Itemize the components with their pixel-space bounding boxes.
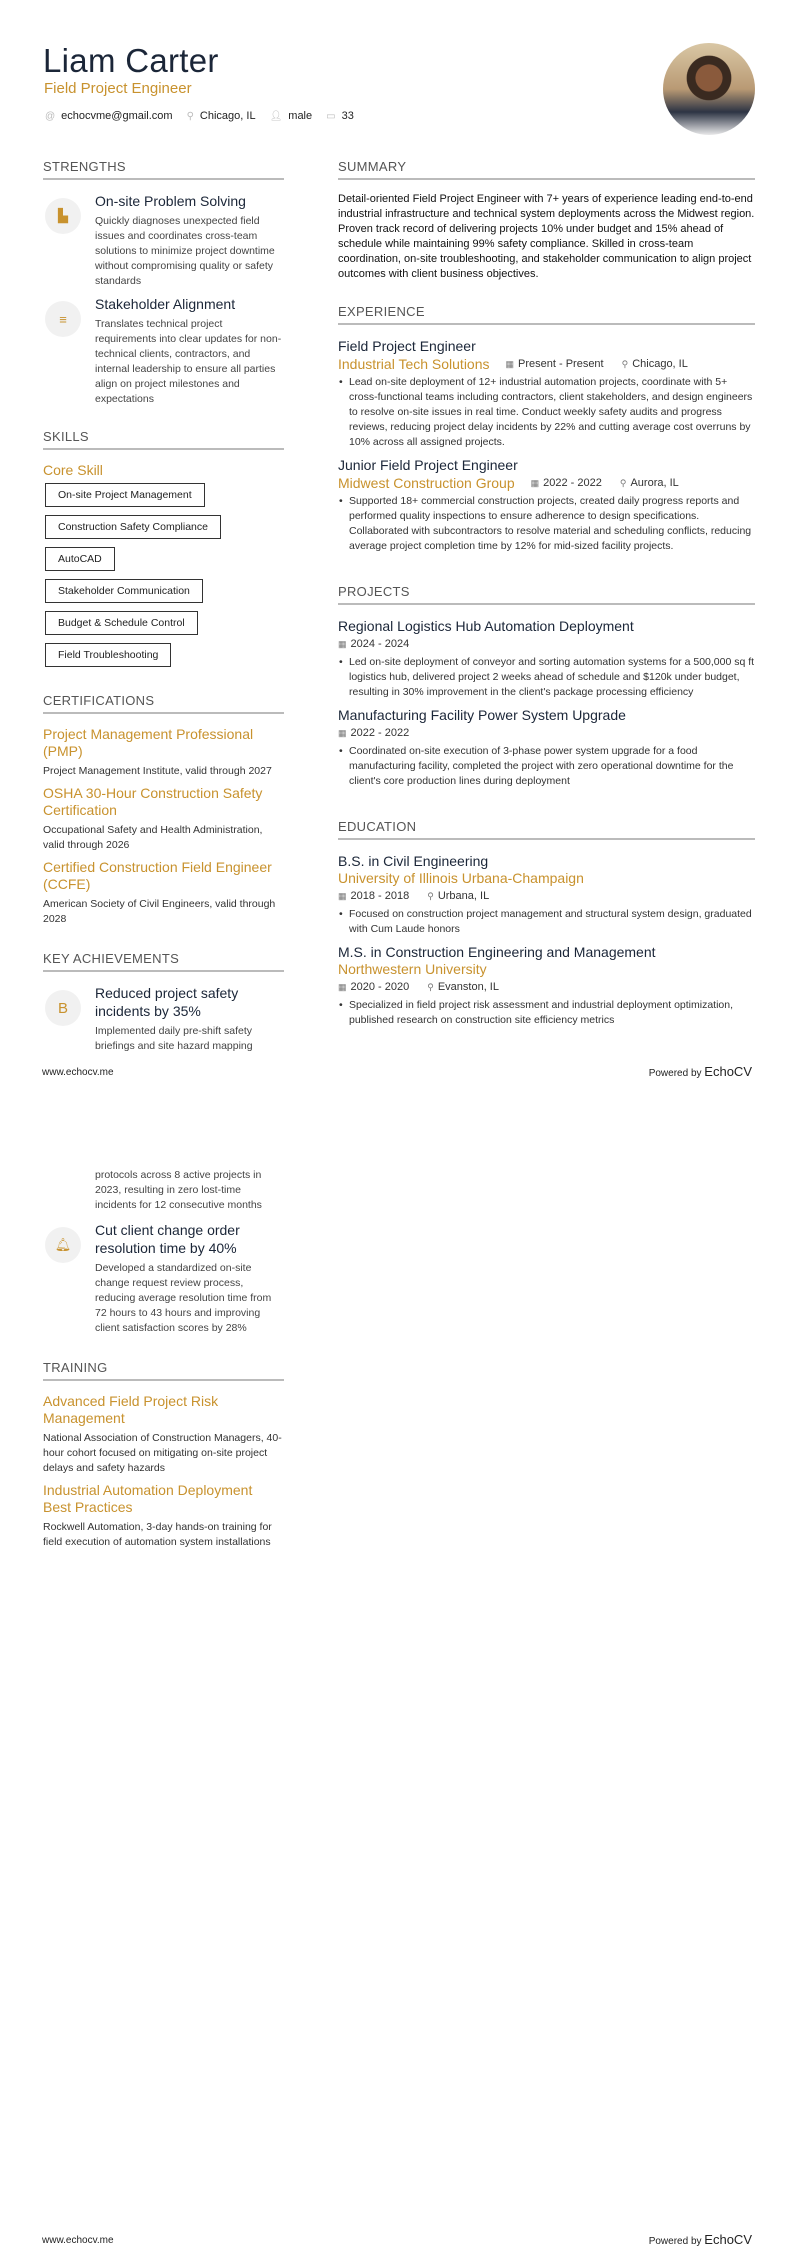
section-heading: KEY ACHIEVEMENTS xyxy=(43,951,284,972)
achievement-item xyxy=(43,984,284,1054)
section-heading: SUMMARY xyxy=(338,159,755,180)
experience-item xyxy=(338,337,755,450)
dates: 2024 - 2024 xyxy=(350,638,410,650)
profile-photo xyxy=(663,43,755,135)
footer-site-link[interactable]: www.echocv.me xyxy=(42,2235,114,2246)
skills-section xyxy=(43,429,284,675)
email: echocvme@gmail.com xyxy=(61,110,173,122)
project-item xyxy=(338,617,755,700)
achievements-section xyxy=(43,951,284,1054)
bell-icon: 🔔︎ xyxy=(45,1227,81,1263)
bullet: • Specialized in field project risk assessment and industrial deployment optimization, published research on construction site efficiency metrics xyxy=(338,998,755,1028)
calendar-icon: ▦ xyxy=(530,478,540,488)
footer-powered-by xyxy=(649,1064,752,1079)
cert-desc: Project Management Institute, valid through 2027 xyxy=(43,765,272,777)
calendar-icon: ▦ xyxy=(338,728,347,738)
dates: 2022 - 2022 xyxy=(543,477,602,489)
strength-item xyxy=(43,192,284,289)
section-heading: EDUCATION xyxy=(338,819,755,840)
cert-desc: American Society of Civil Engineers, valid through 2028 xyxy=(43,898,276,925)
footer-site-link[interactable]: www.echocv.me xyxy=(42,1067,114,1078)
training-title: Advanced Field Project Risk Management xyxy=(43,1393,219,1426)
bullet: • Focused on construction project management and structural system design, graduated with Cum Laude honors xyxy=(338,907,755,937)
dates: 2018 - 2018 xyxy=(350,890,410,902)
company: Industrial Tech Solutions xyxy=(338,356,490,372)
company: Midwest Construction Group xyxy=(338,475,515,491)
education-section xyxy=(338,819,755,1028)
experience-section xyxy=(338,304,755,554)
location: Evanston, IL xyxy=(437,981,499,993)
strength-desc: Translates technical project requirements into clear updates for non-technical clients, contractors, and internal leadership to ensure all parties align on project milestones and expectations xyxy=(95,318,282,405)
dates: 2022 - 2022 xyxy=(350,727,410,739)
cert-title: OSHA 30-Hour Construction Safety Certification xyxy=(43,785,263,818)
summary-text: Detail-oriented Field Project Engineer with 7+ years of experience leading end-to-end industrial infrastructure and technical system deployments across the Midwest region. Proven track record of delivering projects 10% under budget and 15% ahead of schedule while maintaining 99% safety compliance. Skilled in cross-team coordination, on-site troubleshooting, and stakeholder communication to align project outcomes with client business objectives. xyxy=(338,193,755,280)
skill-tag: Stakeholder Communication xyxy=(45,579,203,603)
skill-tag: Budget & Schedule Control xyxy=(45,611,198,635)
calendar-icon: ▭ xyxy=(326,110,336,122)
bullet: • Supported 18+ commercial construction projects, created daily progress reports and performed quality inspections to ensure adherence to design specifications. Collaborated with subcontractors to resolve material and scheduling conflicts, reducing average project completion time by 12% for mid-sized facility projects. xyxy=(338,494,755,554)
brand-logo: EchoCV xyxy=(704,2232,752,2246)
location: Aurora, IL xyxy=(630,477,679,489)
location: Chicago, IL xyxy=(632,358,688,370)
powered-label: Powered by xyxy=(648,1068,702,1079)
training-desc: National Association of Construction Managers, 40-hour cohort focused on mitigating on-site project delays and safety hazards xyxy=(43,1432,282,1474)
calendar-icon: ▦ xyxy=(338,982,347,992)
left-column xyxy=(43,1168,284,1574)
training-section xyxy=(43,1360,284,1550)
bullet: • Coordinated on-site execution of 3-phase power system upgrade for a food manufacturing facility, completed the project with zero operational downtime for the client's core production lines during deployment xyxy=(338,744,755,789)
location-icon: ⚲ xyxy=(186,110,194,122)
right-column xyxy=(338,159,755,1052)
job-title: Field Project Engineer xyxy=(338,338,476,354)
calendar-icon: ▦ xyxy=(505,359,515,369)
dates: Present - Present xyxy=(518,358,604,370)
degree: M.S. in Construction Engineering and Management xyxy=(338,944,656,960)
achievement-item xyxy=(43,1221,284,1336)
achievement-title: Cut client change order resolution time by 40% xyxy=(95,1222,240,1256)
certifications-section xyxy=(43,693,284,927)
cert-title: Project Management Professional (PMP) xyxy=(43,726,254,759)
resume-page-2 xyxy=(0,1123,794,2246)
bullet: • Led on-site deployment of conveyor and sorting automation systems for a 500,000 sq ft logistics hub, delivered project 2 weeks ahead of schedule and $120k under budget, resulting in 30% improvement in the client's package processing efficiency xyxy=(338,655,755,700)
project-item xyxy=(338,706,755,789)
skill-group-title: Core Skill xyxy=(43,462,103,478)
cert-title: Certified Construction Field Engineer (CCFE) xyxy=(43,859,272,892)
age: 33 xyxy=(341,110,354,122)
summary-section xyxy=(338,159,755,282)
achievement-desc: Developed a standardized on-site change request review process, reducing average resolution time from 72 hours to 43 hours and improving client satisfaction scores by 28% xyxy=(95,1262,272,1334)
degree: B.S. in Civil Engineering xyxy=(338,853,489,869)
section-heading: PROJECTS xyxy=(338,584,755,605)
location-icon: ⚲ xyxy=(621,359,629,369)
training-title: Industrial Automation Deployment Best Practices xyxy=(43,1482,253,1515)
education-item xyxy=(338,852,755,937)
location-icon: ⚲ xyxy=(619,478,627,488)
cert-desc: Occupational Safety and Health Administration, valid through 2026 xyxy=(43,824,263,851)
skill-tag: On-site Project Management xyxy=(45,483,205,507)
powered-label: Powered by xyxy=(648,2236,702,2246)
section-heading: STRENGTHS xyxy=(43,159,284,180)
section-heading: SKILLS xyxy=(43,429,284,450)
brand-logo: EchoCV xyxy=(704,1064,752,1079)
project-title: Regional Logistics Hub Automation Deployment xyxy=(338,618,634,634)
email-icon: @ xyxy=(45,110,56,122)
calendar-icon: ▦ xyxy=(338,639,347,649)
project-title: Manufacturing Facility Power System Upgrade xyxy=(338,707,626,723)
list-icon: ≡ xyxy=(45,301,81,337)
contact-info xyxy=(45,110,368,122)
projects-section xyxy=(338,584,755,789)
experience-item xyxy=(338,456,755,554)
gender: male xyxy=(288,110,313,122)
strengths-section xyxy=(43,159,284,407)
footer-powered-by xyxy=(649,2232,752,2246)
achievement-title: Reduced project safety incidents by 35% xyxy=(95,985,239,1019)
strength-title: On-site Problem Solving xyxy=(95,193,246,209)
person-icon: 👤︎ xyxy=(269,110,283,122)
document-icon: ▙ xyxy=(45,198,81,234)
candidate-title: Field Project Engineer xyxy=(44,80,192,97)
letter-b-icon: B xyxy=(45,990,81,1026)
location: Chicago, IL xyxy=(199,110,256,122)
section-heading: CERTIFICATIONS xyxy=(43,693,284,714)
skill-tag: AutoCAD xyxy=(45,547,115,571)
skill-tag: Construction Safety Compliance xyxy=(45,515,221,539)
achievement-desc-continued: protocols across 8 active projects in 2023, resulting in zero lost-time incidents for 12 consecutive months xyxy=(95,1169,262,1211)
job-title: Junior Field Project Engineer xyxy=(338,457,518,473)
bullet: • Lead on-site deployment of 12+ industrial automation projects, coordinate with 5+ cross-functional teams including contractors, client stakeholders, and design engineers to resolve on-site issues in real time. Conduct weekly safety audits and progress reviews, reducing project delay incidents by 22% and cutting average cost overruns by 10% across all assigned projects. xyxy=(338,375,755,450)
achievement-desc: Implemented daily pre-shift safety briefings and site hazard mapping xyxy=(95,1025,253,1052)
location-icon: ⚲ xyxy=(427,891,434,901)
location-icon: ⚲ xyxy=(427,982,434,992)
school: University of Illinois Urbana-Champaign xyxy=(338,870,584,886)
strength-item xyxy=(43,295,284,407)
school: Northwestern University xyxy=(338,961,487,977)
training-desc: Rockwell Automation, 3-day hands-on training for field execution of automation system installations xyxy=(43,1521,272,1548)
section-heading: TRAINING xyxy=(43,1360,284,1381)
education-item xyxy=(338,943,755,1028)
strength-desc: Quickly diagnoses unexpected field issues and coordinates cross-team solutions to minimize project downtime without compromising quality or safety standards xyxy=(95,215,275,287)
strength-title: Stakeholder Alignment xyxy=(95,296,236,312)
section-heading: EXPERIENCE xyxy=(338,304,755,325)
skill-tag: Field Troubleshooting xyxy=(45,643,171,667)
candidate-name: Liam Carter xyxy=(43,42,219,79)
location: Urbana, IL xyxy=(437,890,490,902)
dates: 2020 - 2020 xyxy=(350,981,410,993)
left-column xyxy=(43,159,284,1078)
calendar-icon: ▦ xyxy=(338,891,347,901)
